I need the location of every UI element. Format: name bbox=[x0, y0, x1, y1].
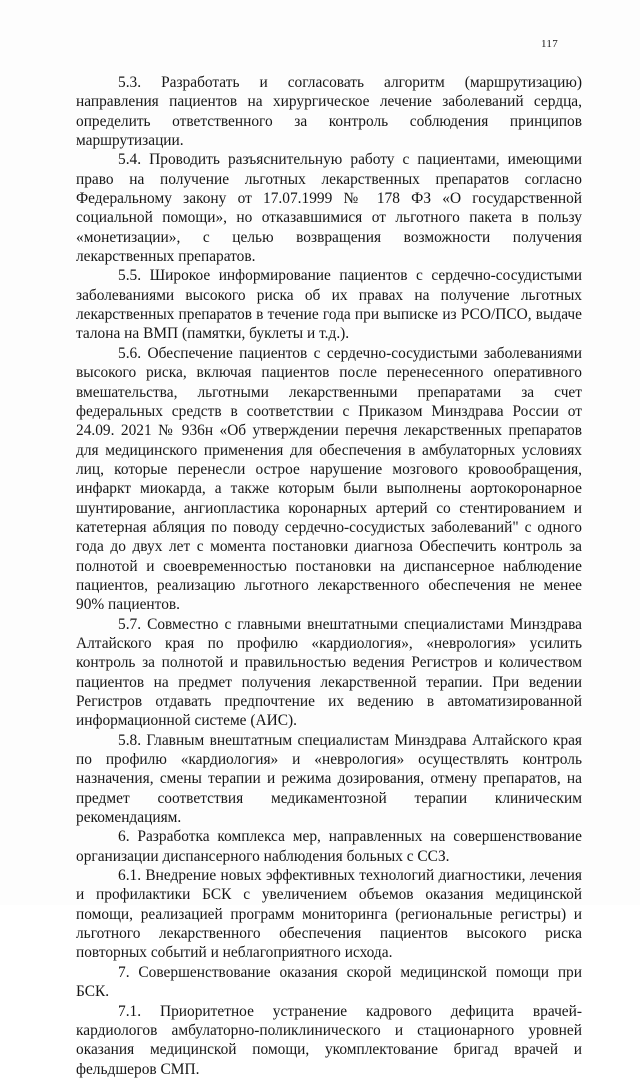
paragraph-5-3: 5.3. Разработать и согласовать алгоритм (маршрутизацию) направления пациентов на хирургическое лечение заболеваний сердца, определить ответственного за контроль соблюдения принципов маршрутизации. bbox=[76, 74, 582, 150]
paragraph-6-1: 6.1. Внедрение новых эффективных технологий диагностики, лечения и профилактики БСК с увеличением объемов оказания медицинской помощи, реализацией программ мониторинга (региональные регистры) и льготного лекарственного обеспечения пациентов высокого риска повторных событий и неблагоприятного исхода. bbox=[76, 867, 582, 962]
paragraph-5-5: 5.5. Широкое информирование пациентов с сердечно-сосудистыми заболеваниями высокого риска об их правах на получение льготных лекарственных препаратов в течение года при выписке из РСО/ПСО, выдаче талона на ВМП (памятки, буклеты и т.д.). bbox=[76, 267, 582, 343]
paragraph-5-6: 5.6. Обеспечение пациентов с сердечно-сосудистыми заболеваниями высокого риска, включая пациентов после перенесенного оперативного вмешательства, льготными лекарственными препаратами за счет федеральных средств в соответствии с Приказом Минздрава России от 24.09. 2021 № 936н «Об утверждении перечня лекарственных препаратов для медицинского применения для обеспечения в амбулаторных условиях лиц, которые перенесли острое нарушение мозгового кровообращения, инфаркт миокарда, а также которым были выполнены аортокоронарное шунтирование, ангиопластика коронарных артерий со стентированием и катетерная абляция по поводу сердечно-сосудистых заболеваний" с одного года до двух лет с момента постановки диагноза Обеспечить контроль за полнотой и своевременностью постановки на диспансерное наблюдение пациентов, реализацию льготного лекарственного обеспечения не менее 90% пациентов. bbox=[76, 344, 582, 614]
paragraph-5-4: 5.4. Проводить разъяснительную работу с пациентами, имеющими право на получение льготных лекарственных препаратов согласно Федеральному закону от 17.07.1999 № 178 ФЗ «О государственной социальной помощи», но отказавшимися от льготного пакета в пользу «монетизации», с целью возвращения возможности получения лекарственных препаратов. bbox=[76, 151, 582, 266]
paragraph-7-1: 7.1. Приоритетное устранение кадрового дефицита врачей-кардиологов амбулаторно-поликлинического и стационарного уровней оказания медицинской помощи, укомплектование бригад врачей и фельдшеров СМП. bbox=[76, 1002, 582, 1078]
paragraph-6: 6. Разработка комплекса мер, направленных на совершенствование организации диспансерного наблюдения больных с ССЗ. bbox=[76, 828, 582, 865]
document-body bbox=[76, 73, 582, 1079]
paragraph-7: 7. Совершенствование оказания скорой медицинской помощи при БСК. bbox=[76, 963, 582, 1001]
page-number: 117 bbox=[541, 38, 558, 50]
paragraph-5-7: 5.7. Совместно с главными внештатными специалистами Минздрава Алтайского края по профилю «кардиология», «неврология» усилить контроль за полнотой и правильностью ведения Регистров и количеством пациентов на предмет получения лекарственной терапии. При ведении Регистров отдавать предпочтение их ведению в автоматизированной информационной системе (АИС). bbox=[76, 615, 582, 730]
paragraph-5-8: 5.8. Главным внештатным специалистам Минздрава Алтайского края по профилю «кардиология» и «неврология» осуществлять контроль назначения, смены терапии и режима дозирования, отмену препаратов, на предмет соответствия медикаментозной терапии клиническим рекомендациям. bbox=[76, 731, 582, 827]
